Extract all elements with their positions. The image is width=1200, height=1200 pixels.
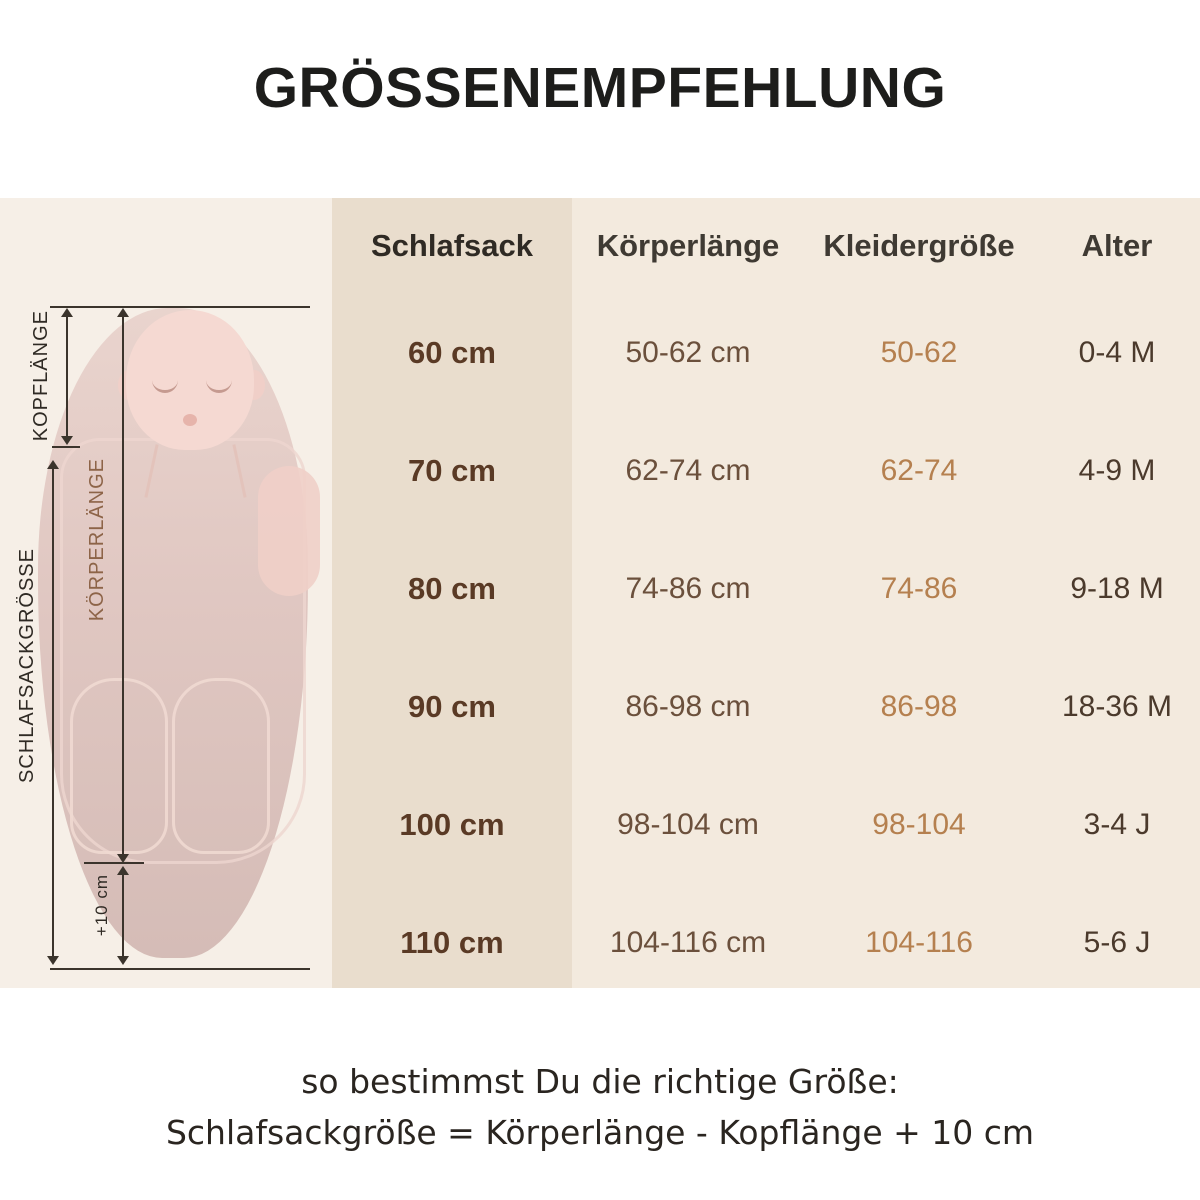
table-header-row bbox=[332, 198, 1200, 294]
footer-note bbox=[0, 1062, 1200, 1152]
cell-body-length: 62-74 cm bbox=[625, 454, 751, 487]
cell-clothing-size: 104-116 bbox=[865, 926, 973, 959]
extra-length-arrow-bottom bbox=[117, 956, 129, 965]
cell-age: 5-6 J bbox=[1083, 926, 1151, 959]
cell-body-length: 98-104 cm bbox=[617, 808, 759, 841]
body-length-label: KÖRPERLÄNGE bbox=[86, 458, 108, 622]
head-length-arrow-line bbox=[66, 316, 68, 438]
guide-line-head-bottom bbox=[52, 446, 80, 448]
table-row bbox=[332, 294, 1200, 412]
baby-arm bbox=[258, 466, 320, 596]
header-body-length: Körperlänge bbox=[596, 228, 780, 263]
sleeping-bag-size-arrow-bottom bbox=[47, 956, 59, 965]
guide-line-top bbox=[50, 306, 310, 308]
sleeping-bag-size-label: SCHLAFSACKGRÖSSE bbox=[16, 548, 38, 783]
baby-sleeping-bag-illustration bbox=[0, 198, 332, 988]
table-row bbox=[332, 884, 1200, 1002]
guide-line-feet bbox=[84, 862, 144, 864]
page-title: GRÖSSENEMPFEHLUNG bbox=[253, 56, 947, 120]
head-length-arrow-bottom bbox=[61, 436, 73, 445]
cell-age: 4-9 M bbox=[1078, 454, 1156, 487]
sleeping-bag-size-arrow-top bbox=[47, 460, 59, 469]
footer-line-1: so bestimmst Du die richtige Größe: bbox=[301, 1062, 899, 1101]
header-clothing-size: Kleidergröße bbox=[823, 228, 1015, 263]
table-row bbox=[332, 648, 1200, 766]
cell-sleeping-bag: 100 cm bbox=[399, 807, 505, 842]
header-age: Alter bbox=[1081, 228, 1153, 263]
footer-line-2: Schlafsackgröße = Körperlänge - Kopflänge + 10 cm bbox=[165, 1113, 1035, 1152]
cell-clothing-size: 50-62 bbox=[880, 336, 958, 369]
head-length-arrow-top bbox=[61, 308, 73, 317]
cell-sleeping-bag: 60 cm bbox=[408, 335, 496, 370]
cell-clothing-size: 98-104 bbox=[872, 808, 966, 841]
cell-body-length: 50-62 cm bbox=[625, 336, 751, 369]
cell-age: 0-4 M bbox=[1078, 336, 1156, 369]
body-length-arrow-top bbox=[117, 308, 129, 317]
cell-age: 18-36 M bbox=[1061, 690, 1173, 723]
sleeping-bag-size-arrow-line bbox=[52, 468, 54, 958]
cell-body-length: 74-86 cm bbox=[625, 572, 751, 605]
baby-leg-right bbox=[172, 678, 270, 854]
baby-mouth bbox=[183, 414, 197, 426]
baby-leg-left bbox=[70, 678, 168, 854]
table-row bbox=[332, 412, 1200, 530]
cell-age: 3-4 J bbox=[1083, 808, 1151, 841]
cell-sleeping-bag: 80 cm bbox=[408, 571, 496, 606]
body-length-arrow-line bbox=[122, 316, 124, 856]
extra-length-label: +10 cm bbox=[92, 874, 111, 937]
guide-line-bottom bbox=[50, 968, 310, 970]
extra-length-arrow-line bbox=[122, 874, 124, 958]
cell-clothing-size: 74-86 bbox=[880, 572, 958, 605]
cell-sleeping-bag: 70 cm bbox=[408, 453, 496, 488]
cell-age: 9-18 M bbox=[1070, 572, 1164, 605]
head-length-label: KOPFLÄNGE bbox=[30, 310, 52, 442]
cell-body-length: 104-116 cm bbox=[609, 926, 767, 959]
baby-head bbox=[126, 310, 254, 450]
table-row bbox=[332, 766, 1200, 884]
cell-body-length: 86-98 cm bbox=[625, 690, 751, 723]
table-row bbox=[332, 530, 1200, 648]
cell-clothing-size: 62-74 bbox=[880, 454, 958, 487]
extra-length-arrow-top bbox=[117, 866, 129, 875]
header-sleeping-bag: Schlafsack bbox=[371, 228, 533, 263]
body-length-arrow-bottom bbox=[117, 854, 129, 863]
cell-sleeping-bag: 110 cm bbox=[400, 925, 504, 960]
cell-clothing-size: 86-98 bbox=[880, 690, 958, 723]
size-table bbox=[332, 198, 1200, 988]
cell-sleeping-bag: 90 cm bbox=[408, 689, 496, 724]
